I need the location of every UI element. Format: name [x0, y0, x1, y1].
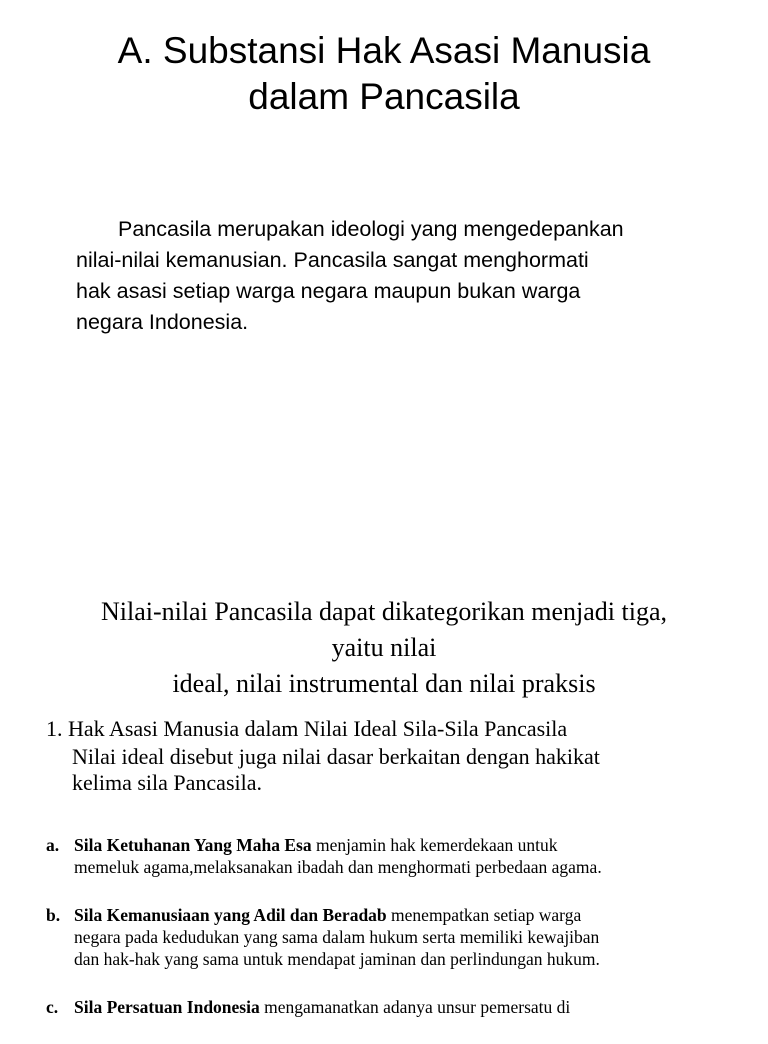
page-title: [0, 28, 768, 120]
sila-name: Sila Ketuhanan Yang Maha Esa: [74, 835, 312, 855]
sila-item-a: [46, 834, 736, 878]
sila-name: Sila Persatuan Indonesia: [74, 997, 260, 1017]
intro-line-1: Pancasila merupakan ideologi yang mengedepankan: [118, 217, 624, 241]
categories-line-2: yaitu nilai: [331, 633, 437, 662]
list-marker: a.: [46, 835, 60, 855]
intro-line-2: nilai-nilai kemanusian. Pancasila sangat menghormati: [76, 248, 589, 272]
title-line-2: dalam Pancasila: [248, 76, 520, 117]
sila-text-line-1: menempatkan setiap warga: [386, 905, 582, 925]
sila-text-line-2: negara pada kedudukan yang sama dalam hukum serta memiliki kewajiban: [74, 927, 600, 947]
categories-line-3: ideal, nilai instrumental dan nilai praksis: [172, 669, 596, 698]
section-desc-line-2: kelima sila Pancasila.: [72, 770, 262, 795]
sila-text-line-3: dan hak-hak yang sama untuk mendapat jaminan dan perlindungan hukum.: [74, 949, 600, 969]
sila-name: Sila Kemanusiaan yang Adil dan Beradab: [74, 905, 387, 925]
sila-list: [46, 834, 736, 1044]
sila-text-line-2: memeluk agama,melaksanakan ibadah dan menghormati perbedaan agama.: [74, 857, 602, 877]
sila-item-c: [46, 996, 736, 1018]
intro-paragraph: [76, 214, 736, 338]
list-marker: b.: [46, 905, 61, 925]
intro-line-3: hak asasi setiap warga negara maupun bukan warga: [76, 279, 581, 303]
list-marker: c.: [46, 997, 59, 1017]
categories-heading: [0, 594, 768, 702]
sila-item-b: [46, 904, 736, 970]
section-heading: 1. Hak Asasi Manusia dalam Nilai Ideal Sila-Sila Pancasila: [46, 716, 568, 741]
section-desc-line-1: Nilai ideal disebut juga nilai dasar berkaitan dengan hakikat: [72, 744, 600, 769]
title-line-1: A. Substansi Hak Asasi Manusia: [117, 30, 651, 71]
intro-line-4: negara Indonesia.: [76, 310, 249, 334]
section-ideal-values: [46, 716, 746, 796]
sila-text-line-1: menjamin hak kemerdekaan untuk: [311, 835, 558, 855]
categories-line-1: Nilai-nilai Pancasila dapat dikategorikan menjadi tiga,: [100, 597, 668, 626]
sila-text-line-1: mengamanatkan adanya unsur pemersatu di: [259, 997, 571, 1017]
section-description: [72, 744, 746, 796]
